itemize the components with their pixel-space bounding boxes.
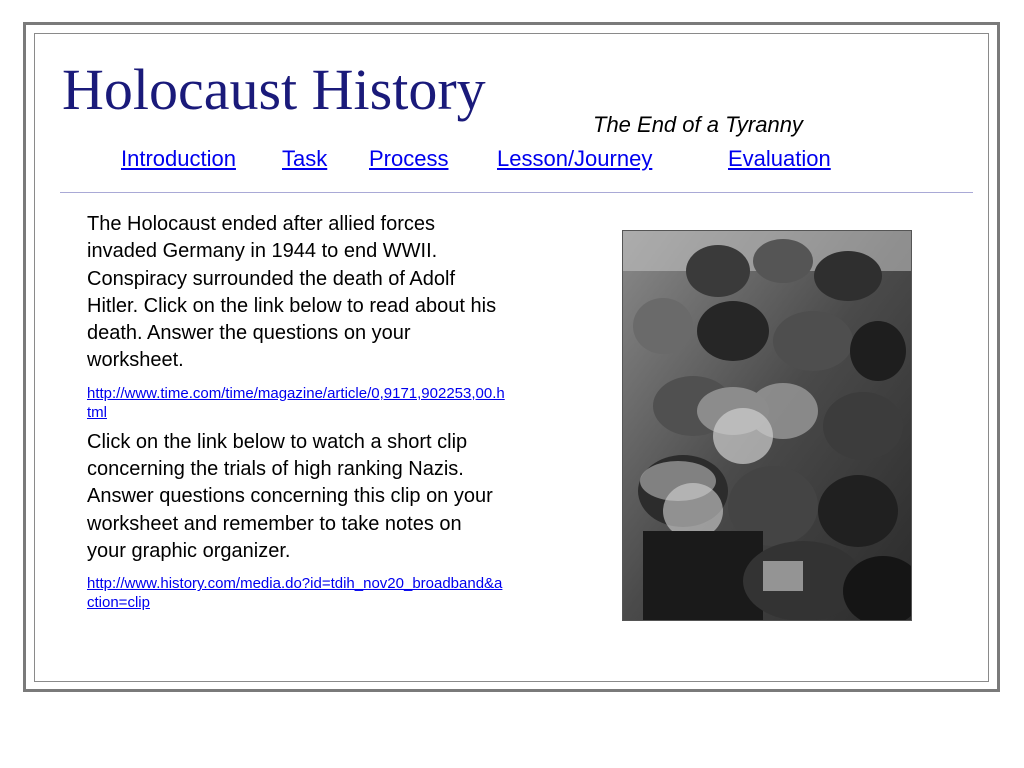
nav-link-task[interactable]: Task [282, 146, 328, 171]
nav-link-introduction[interactable]: Introduction [121, 146, 236, 171]
nav-link-process[interactable]: Process [369, 146, 449, 171]
nav-link-lesson-journey[interactable]: Lesson/Journey [497, 146, 653, 171]
nav-link-evaluation[interactable]: Evaluation [728, 146, 831, 171]
main-content [87, 211, 505, 612]
soldiers-photo [622, 230, 912, 621]
paragraph-nazi-trials: Click on the link below to watch a short clip concerning the trials of high ranking Nazis. Answer questions concerning this clip on your worksheet and remember to take notes on your graphic organizer. [87, 430, 493, 562]
horizontal-divider [60, 192, 973, 193]
paragraph-hitler-death: The Holocaust ended after allied forces invaded Germany in 1944 to end WWII. Conspiracy surrounded the death of Adolf Hitler. Click on the link below to read about his death. Answer the questions on your worksheet. [87, 213, 497, 372]
link-time-article[interactable]: http://www.time.com/time/magazine/article/0,9171,902253,00.html [87, 384, 505, 421]
page-subtitle: The End of a Tyranny [593, 112, 803, 137]
soldiers-photo-illustration [623, 231, 911, 620]
page-title: Holocaust History [62, 57, 486, 122]
link-history-clip[interactable]: http://www.history.com/media.do?id=tdih_nov20_broadband&action=clip [87, 575, 503, 612]
